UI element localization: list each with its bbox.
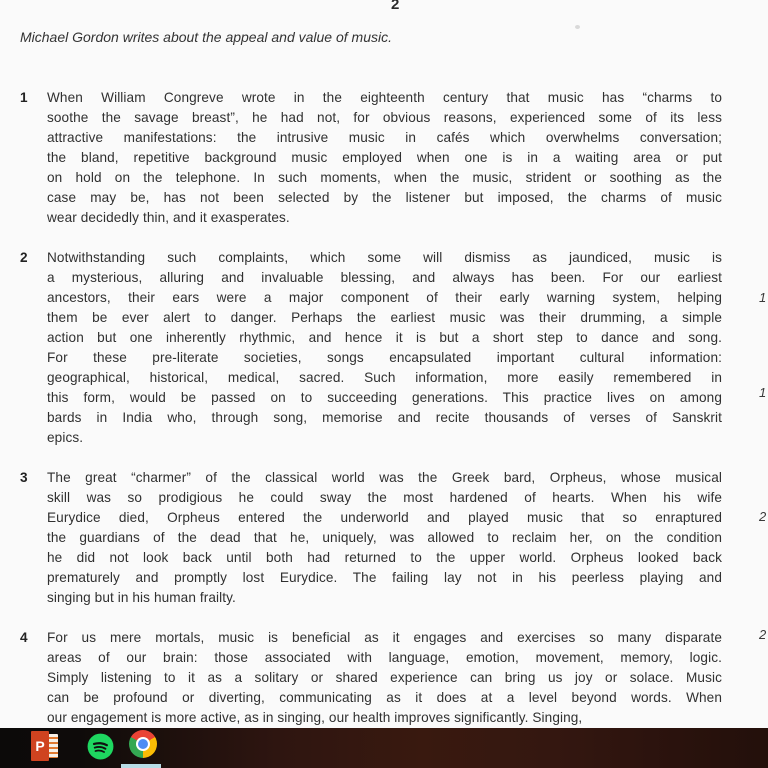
passage-line: The great “charmer” of the classical world was the Greek bard, Orpheus, whose musical xyxy=(47,470,722,485)
passage-line: the bland, repetitive background music employed when one is in a waiting area or put xyxy=(47,150,722,165)
passage-line: on hold on the telephone. In such moments, when the music, strident or soothing as the xyxy=(47,170,722,185)
line-number-marker: 1 xyxy=(759,290,767,305)
paragraph-number: 1 xyxy=(20,90,28,105)
powerpoint-icon[interactable] xyxy=(31,731,58,761)
spotify-logo xyxy=(87,733,114,760)
paragraph-number: 3 xyxy=(20,470,28,485)
passage-line: he did not look back until both had returned to the upper world. Orpheus looked back xyxy=(47,550,722,565)
paragraph-number: 4 xyxy=(20,630,28,645)
passage-line: this form, would be passed on to succeeding generations. This practice lives on among xyxy=(47,390,722,405)
spotify-icon[interactable] xyxy=(87,733,114,760)
line-number-marker: 1 xyxy=(759,385,767,400)
paragraph xyxy=(47,628,722,728)
passage-line: geographical, historical, medical, sacred. Such information, more easily remembered in xyxy=(47,370,722,385)
passage-line: When William Congreve wrote in the eighteenth century that music has “charms to xyxy=(47,90,722,105)
passage-line: soothe the savage breast”, he had not, for obvious reasons, experienced some of its less xyxy=(47,110,722,125)
intro-line: Michael Gordon writes about the appeal and value of music. xyxy=(20,29,392,45)
paragraph xyxy=(47,468,722,608)
passage-line: action but one inherently rhythmic, and hence it is but a short step to dance and song. xyxy=(47,330,722,345)
chrome-icon[interactable] xyxy=(129,730,157,758)
passage-line: prematurely and promptly lost Eurydice. The failing lay not in his peerless playing and xyxy=(47,570,722,585)
passage-line: Eurydice died, Orpheus entered the underworld and played music that so enraptured xyxy=(47,510,722,525)
passage-line: Notwithstanding such complaints, which some will dismiss as jaundiced, music is xyxy=(47,250,722,265)
paragraph xyxy=(47,248,722,448)
paragraph xyxy=(47,88,722,228)
passage-line: our engagement is more active, as in singing, our health improves significantly. Singing, xyxy=(47,710,583,725)
passage-line: For us mere mortals, music is beneficial as it engages and exercises so many disparate xyxy=(47,630,722,645)
taskbar xyxy=(0,728,768,768)
passage-line: singing but in his human frailty. xyxy=(47,590,236,605)
passage-line: the guardians of the dead that he, uniquely, was allowed to reclaim her, on the condition xyxy=(47,530,722,545)
passage-line: areas of our brain: those associated with language, emotion, movement, memory, logic. xyxy=(47,650,722,665)
chrome-active-indicator xyxy=(121,764,161,768)
line-number-marker: 2 xyxy=(759,509,767,524)
passage-line: them be ever alert to danger. Perhaps the earliest music was their drumming, a simple xyxy=(47,310,722,325)
passage-line: wear decidedly thin, and it exasperates. xyxy=(47,210,290,225)
passage-line: Simply listening to it as a solitary or shared experience can bring us joy or solace. Music xyxy=(47,670,722,685)
passage-line: ancestors, their ears were a major component of their early warning system, helping xyxy=(47,290,722,305)
powerpoint-letter: P xyxy=(31,731,49,761)
line-number-marker: 2 xyxy=(759,627,767,642)
passage-line: bards in India who, through song, memorise and recite thousands of verses of Sanskrit xyxy=(47,410,722,425)
paragraph-number: 2 xyxy=(20,250,28,265)
passage-line: a mysterious, alluring and invaluable blessing, and always has been. For our earliest xyxy=(47,270,722,285)
passage-line: skill was so prodigious he could sway the most hardened of hearts. When his wife xyxy=(47,490,722,505)
passage-line: For these pre-literate societies, songs encapsulated important cultural information: xyxy=(47,350,722,365)
scan-speck xyxy=(575,25,580,29)
passage-line: attractive manifestations: the intrusive music in cafés which overwhelms conversation; xyxy=(47,130,722,145)
passage-line: case may be, has not been selected by the listener but imposed, the charms of music xyxy=(47,190,722,205)
passage-line: epics. xyxy=(47,430,84,445)
passage-line: can be profound or diverting, communicating as it does at a level beyond words. When xyxy=(47,690,722,705)
page-number: 2 xyxy=(391,0,400,13)
